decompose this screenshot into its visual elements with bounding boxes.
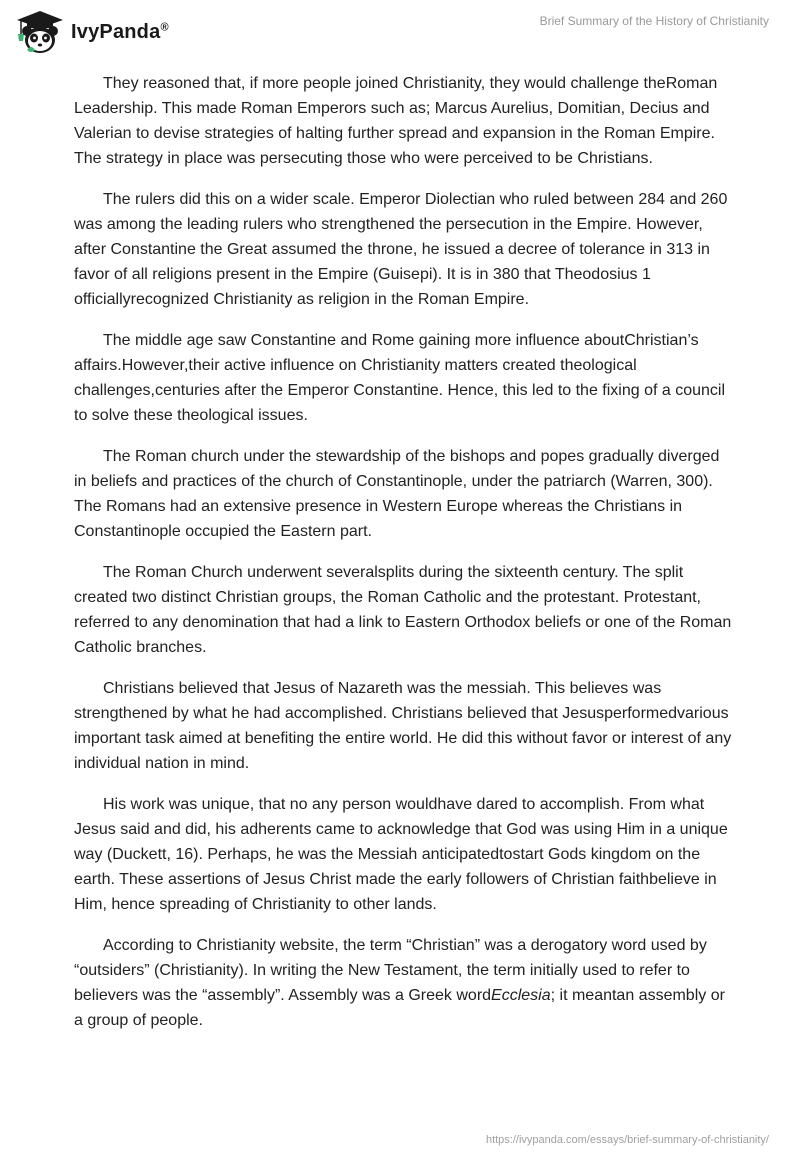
paragraph-text: According to Christianity website, the term “Christian” was a derogatory word used by “outsiders” (Christianity). In writing the New Testament, the term initially used to refer to believers was the “assembly”. Assembly was a Greek word	[74, 937, 707, 1004]
paragraph: The rulers did this on a wider scale. Emperor Diolectian who ruled between 284 and 260 was among the leading rulers who strengthened the persecution in the Empire. However, after Constantine the Great assumed the throne, he issued a decree of tolerance in 313 in favor of all religions present in the Empire (Guisepi). It is in 380 that Theodosius 1 officiallyrecognized Christianity as religion in the Roman Empire.	[74, 191, 728, 308]
paragraph: They reasoned that, if more people joined Christianity, they would challenge theRoman Leadership. This made Roman Emperors such as; Marcus Aurelius, Domitian, Decius and Valerian to devise strategies of halting further spread and expansion in the Roman Empire. The strategy in place was persecuting those who were perceived to be Christians.	[74, 75, 718, 167]
paragraph-last	[74, 933, 734, 1033]
panda-graduation-cap-icon	[13, 8, 67, 56]
paragraph: The Roman Church underwent severalsplits during the sixteenth century. The split created two distinct Christian groups, the Roman Catholic and the protestant. Protestant, referred to any denomination that had a link to Eastern Orthodox beliefs or one of the Roman Catholic branches.	[74, 564, 732, 656]
paragraph-text: ; it meantan assembly or a group of people.	[74, 987, 725, 1029]
paragraph: Christians believed that Jesus of Nazareth was the messiah. This believes was strengthened by what he had accomplished. Christians believed that Jesusperformedvarious important task aimed at benefiting the entire world. He did this without favor or interest of any individual nation in mind.	[74, 680, 732, 772]
page-header	[0, 0, 800, 60]
paragraph: The Roman church under the stewardship of the bishops and popes gradually diverged in beliefs and practices of the church of Constantinople, under the patriarch (Warren, 300). The Romans had an extensive presence in Western Europe whereas the Christians in Constantinople occupied the Eastern part.	[74, 448, 720, 540]
ivypanda-logo[interactable]	[13, 8, 169, 56]
document-title: Brief Summary of the History of Christianity	[539, 14, 769, 28]
essay-body	[74, 71, 734, 1049]
paragraph: His work was unique, that no any person wouldhave dared to accomplish. From what Jesus said and did, his adherents came to acknowledge that God was using Him in a unique way (Duckett, 16). Perhaps, he was the Messiah anticipatedtostart Gods kingdom on the earth. These assertions of Jesus Christ made the early followers of Christian faithbelieve in Him, hence spreading of Christianity to other lands.	[74, 796, 728, 913]
italic-term: Ecclesia	[491, 987, 551, 1004]
source-url[interactable]: https://ivypanda.com/essays/brief-summary-of-christianity/	[485, 1134, 769, 1146]
brand-name: IvyPanda®	[71, 20, 169, 43]
paragraph: The middle age saw Constantine and Rome gaining more influence aboutChristian’s affairs.However,their active influence on Christianity matters created theological challenges,centuries after the Emperor Constantine. Hence, this led to the fixing of a council to solve these theological issues.	[74, 332, 726, 424]
